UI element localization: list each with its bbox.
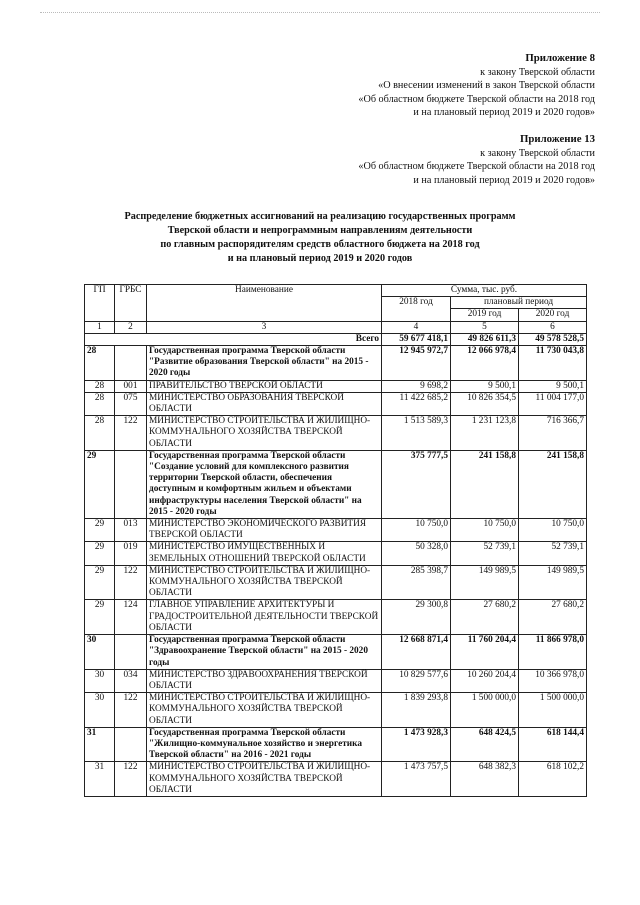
row-2020: 149 989,5 bbox=[519, 565, 587, 600]
row-2019: 10 260 204,4 bbox=[451, 669, 519, 692]
row-2018: 1 473 757,5 bbox=[382, 762, 451, 797]
row-gp: 30 bbox=[85, 693, 115, 728]
row-grbs: 019 bbox=[115, 542, 147, 565]
row-2019: 1 500 000,0 bbox=[451, 693, 519, 728]
row-2018: 10 750,0 bbox=[382, 519, 451, 542]
title-line: по главным распорядителям средств областного бюджета на 2018 год bbox=[160, 239, 480, 250]
column-number-row bbox=[85, 321, 587, 333]
row-grbs: 122 bbox=[115, 693, 147, 728]
row-grbs: 124 bbox=[115, 600, 147, 635]
row-gp: 29 bbox=[85, 565, 115, 600]
table-row bbox=[85, 416, 587, 451]
total-row bbox=[85, 333, 587, 345]
row-name: Государственная программа Тверской области "Жилищно-коммунальное хозяйство и энергетика Тверской области" на 2016 - 2021 годы bbox=[147, 727, 382, 762]
row-grbs bbox=[115, 346, 147, 381]
column-number: 6 bbox=[519, 321, 587, 333]
row-2019: 10 826 354,5 bbox=[451, 392, 519, 415]
scan-top-marks bbox=[40, 12, 600, 14]
row-name: Государственная программа Тверской области "Создание условий для комплексного развития территории Тверской области, обеспечения доступным и комфортным жильем и объектами инфраструктуры населения Тверской области" на 2015 - 2020 годы bbox=[147, 450, 382, 518]
row-gp: 28 bbox=[85, 380, 115, 392]
row-2019: 27 680,2 bbox=[451, 600, 519, 635]
table-row bbox=[85, 669, 587, 692]
row-2018: 375 777,5 bbox=[382, 450, 451, 518]
row-2020: 618 102,2 bbox=[519, 762, 587, 797]
table-row bbox=[85, 392, 587, 415]
row-2019: 52 739,1 bbox=[451, 542, 519, 565]
row-2018: 10 829 577,6 bbox=[382, 669, 451, 692]
row-2018: 1 839 293,8 bbox=[382, 693, 451, 728]
row-gp: 29 bbox=[85, 450, 115, 518]
row-2018: 12 668 871,4 bbox=[382, 635, 451, 670]
appendix-13-line: «Об областном бюджете Тверской области на 2018 год bbox=[358, 161, 595, 173]
row-name: МИНИСТЕРСТВО ОБРАЗОВАНИЯ ТВЕРСКОЙ ОБЛАСТИ bbox=[147, 392, 382, 415]
row-grbs bbox=[115, 727, 147, 762]
column-number: 3 bbox=[147, 321, 382, 333]
header-2020: 2020 год bbox=[519, 309, 587, 321]
total-2020: 49 578 528,5 bbox=[519, 333, 587, 345]
table-row bbox=[85, 380, 587, 392]
row-2019: 11 760 204,4 bbox=[451, 635, 519, 670]
appendix-13-block bbox=[358, 133, 595, 187]
row-2019: 12 066 978,4 bbox=[451, 346, 519, 381]
header-grbs: ГРБС bbox=[115, 285, 147, 322]
row-2019: 149 989,5 bbox=[451, 565, 519, 600]
row-2018: 1 513 589,3 bbox=[382, 416, 451, 451]
table-row bbox=[85, 542, 587, 565]
row-name: Государственная программа Тверской области "Развитие образования Тверской области" на 2015 - 2020 годы bbox=[147, 346, 382, 381]
row-gp: 30 bbox=[85, 669, 115, 692]
header-2019: 2019 год bbox=[451, 309, 519, 321]
row-2020: 241 158,8 bbox=[519, 450, 587, 518]
appendix-13-line: и на плановый период 2019 и 2020 годов» bbox=[413, 174, 595, 186]
row-gp: 31 bbox=[85, 762, 115, 797]
row-2020: 27 680,2 bbox=[519, 600, 587, 635]
program-row bbox=[85, 450, 587, 518]
row-2019: 1 231 123,8 bbox=[451, 416, 519, 451]
row-2018: 12 945 972,7 bbox=[382, 346, 451, 381]
row-2018: 29 300,8 bbox=[382, 600, 451, 635]
row-grbs: 013 bbox=[115, 519, 147, 542]
document-title bbox=[60, 210, 580, 266]
appendix-8-line: к закону Тверской области bbox=[480, 66, 595, 78]
row-gp: 29 bbox=[85, 519, 115, 542]
row-gp: 31 bbox=[85, 727, 115, 762]
row-name: МИНИСТЕРСТВО ЗДРАВООХРАНЕНИЯ ТВЕРСКОЙ ОБЛАСТИ bbox=[147, 669, 382, 692]
title-line: Тверской области и непрограммным направлениям деятельности bbox=[167, 225, 473, 236]
row-2019: 648 382,3 bbox=[451, 762, 519, 797]
budget-table bbox=[84, 284, 587, 797]
row-gp: 28 bbox=[85, 416, 115, 451]
program-row bbox=[85, 346, 587, 381]
row-2018: 50 328,0 bbox=[382, 542, 451, 565]
appendix-8-block bbox=[358, 52, 595, 120]
column-number: 5 bbox=[451, 321, 519, 333]
row-name: МИНИСТЕРСТВО СТРОИТЕЛЬСТВА И ЖИЛИЩНО-КОММУНАЛЬНОГО ХОЗЯЙСТВА ТВЕРСКОЙ ОБЛАСТИ bbox=[147, 565, 382, 600]
header-gp: ГП bbox=[85, 285, 115, 322]
column-number: 1 bbox=[85, 321, 115, 333]
total-2019: 49 826 611,3 bbox=[451, 333, 519, 345]
row-2020: 716 366,7 bbox=[519, 416, 587, 451]
appendix-13-line: к закону Тверской области bbox=[480, 147, 595, 159]
program-row bbox=[85, 727, 587, 762]
row-name: МИНИСТЕРСТВО ЭКОНОМИЧЕСКОГО РАЗВИТИЯ ТВЕРСКОЙ ОБЛАСТИ bbox=[147, 519, 382, 542]
row-2020: 1 500 000,0 bbox=[519, 693, 587, 728]
row-2020: 9 500,1 bbox=[519, 380, 587, 392]
column-number: 4 bbox=[382, 321, 451, 333]
row-grbs: 122 bbox=[115, 762, 147, 797]
row-grbs: 122 bbox=[115, 565, 147, 600]
row-2018: 285 398,7 bbox=[382, 565, 451, 600]
row-2020: 10 366 978,0 bbox=[519, 669, 587, 692]
row-gp: 28 bbox=[85, 392, 115, 415]
row-2020: 618 144,4 bbox=[519, 727, 587, 762]
row-2018: 9 698,2 bbox=[382, 380, 451, 392]
row-name: ГЛАВНОЕ УПРАВЛЕНИЕ АРХИТЕКТУРЫ И ГРАДОСТРОИТЕЛЬНОЙ ДЕЯТЕЛЬНОСТИ ТВЕРСКОЙ ОБЛАСТИ bbox=[147, 600, 382, 635]
row-gp: 29 bbox=[85, 600, 115, 635]
table-row bbox=[85, 762, 587, 797]
row-2019: 9 500,1 bbox=[451, 380, 519, 392]
header-2018: 2018 год bbox=[382, 297, 451, 321]
row-2020: 52 739,1 bbox=[519, 542, 587, 565]
header-sum: Сумма, тыс. руб. bbox=[382, 285, 587, 297]
row-name: Государственная программа Тверской области "Здравоохранение Тверской области" на 2015 - 2020 годы bbox=[147, 635, 382, 670]
row-grbs: 001 bbox=[115, 380, 147, 392]
row-grbs: 122 bbox=[115, 416, 147, 451]
appendix-8-line: «О внесении изменений в закон Тверской области bbox=[378, 80, 595, 92]
appendix-8-line: «Об областном бюджете Тверской области на 2018 год bbox=[358, 93, 595, 105]
row-2018: 1 473 928,3 bbox=[382, 727, 451, 762]
table-row bbox=[85, 565, 587, 600]
column-number: 2 bbox=[115, 321, 147, 333]
row-grbs: 075 bbox=[115, 392, 147, 415]
row-grbs bbox=[115, 450, 147, 518]
table-row bbox=[85, 693, 587, 728]
table-row bbox=[85, 600, 587, 635]
appendix-8-line: и на плановый период 2019 и 2020 годов» bbox=[413, 107, 595, 119]
row-grbs: 034 bbox=[115, 669, 147, 692]
row-2020: 11 866 978,0 bbox=[519, 635, 587, 670]
table-body bbox=[85, 346, 587, 797]
row-2020: 10 750,0 bbox=[519, 519, 587, 542]
row-name: МИНИСТЕРСТВО СТРОИТЕЛЬСТВА И ЖИЛИЩНО-КОММУНАЛЬНОГО ХОЗЯЙСТВА ТВЕРСКОЙ ОБЛАСТИ bbox=[147, 762, 382, 797]
header-row bbox=[85, 285, 587, 297]
title-line: Распределение бюджетных ассигнований на реализацию государственных программ bbox=[124, 211, 516, 222]
header-planned: плановый период bbox=[451, 297, 587, 309]
row-2019: 10 750,0 bbox=[451, 519, 519, 542]
row-2019: 648 424,5 bbox=[451, 727, 519, 762]
appendix-13-heading: Приложение 13 bbox=[519, 133, 595, 145]
row-name: МИНИСТЕРСТВО ИМУЩЕСТВЕННЫХ И ЗЕМЕЛЬНЫХ ОТНОШЕНИЙ ТВЕРСКОЙ ОБЛАСТИ bbox=[147, 542, 382, 565]
header-name: Наименование bbox=[147, 285, 382, 322]
row-2018: 11 422 685,2 bbox=[382, 392, 451, 415]
total-2018: 59 677 418,1 bbox=[382, 333, 451, 345]
row-2020: 11 004 177,0 bbox=[519, 392, 587, 415]
total-label: Всего bbox=[85, 333, 382, 345]
row-name: ПРАВИТЕЛЬСТВО ТВЕРСКОЙ ОБЛАСТИ bbox=[147, 380, 382, 392]
table-row bbox=[85, 519, 587, 542]
row-2020: 11 730 043,8 bbox=[519, 346, 587, 381]
title-line: и на плановый период 2019 и 2020 годов bbox=[227, 253, 413, 264]
appendix-8-heading: Приложение 8 bbox=[525, 52, 595, 64]
row-name: МИНИСТЕРСТВО СТРОИТЕЛЬСТВА И ЖИЛИЩНО-КОММУНАЛЬНОГО ХОЗЯЙСТВА ТВЕРСКОЙ ОБЛАСТИ bbox=[147, 693, 382, 728]
row-2019: 241 158,8 bbox=[451, 450, 519, 518]
row-name: МИНИСТЕРСТВО СТРОИТЕЛЬСТВА И ЖИЛИЩНО-КОММУНАЛЬНОГО ХОЗЯЙСТВА ТВЕРСКОЙ ОБЛАСТИ bbox=[147, 416, 382, 451]
row-gp: 30 bbox=[85, 635, 115, 670]
row-gp: 29 bbox=[85, 542, 115, 565]
program-row bbox=[85, 635, 587, 670]
row-grbs bbox=[115, 635, 147, 670]
row-gp: 28 bbox=[85, 346, 115, 381]
